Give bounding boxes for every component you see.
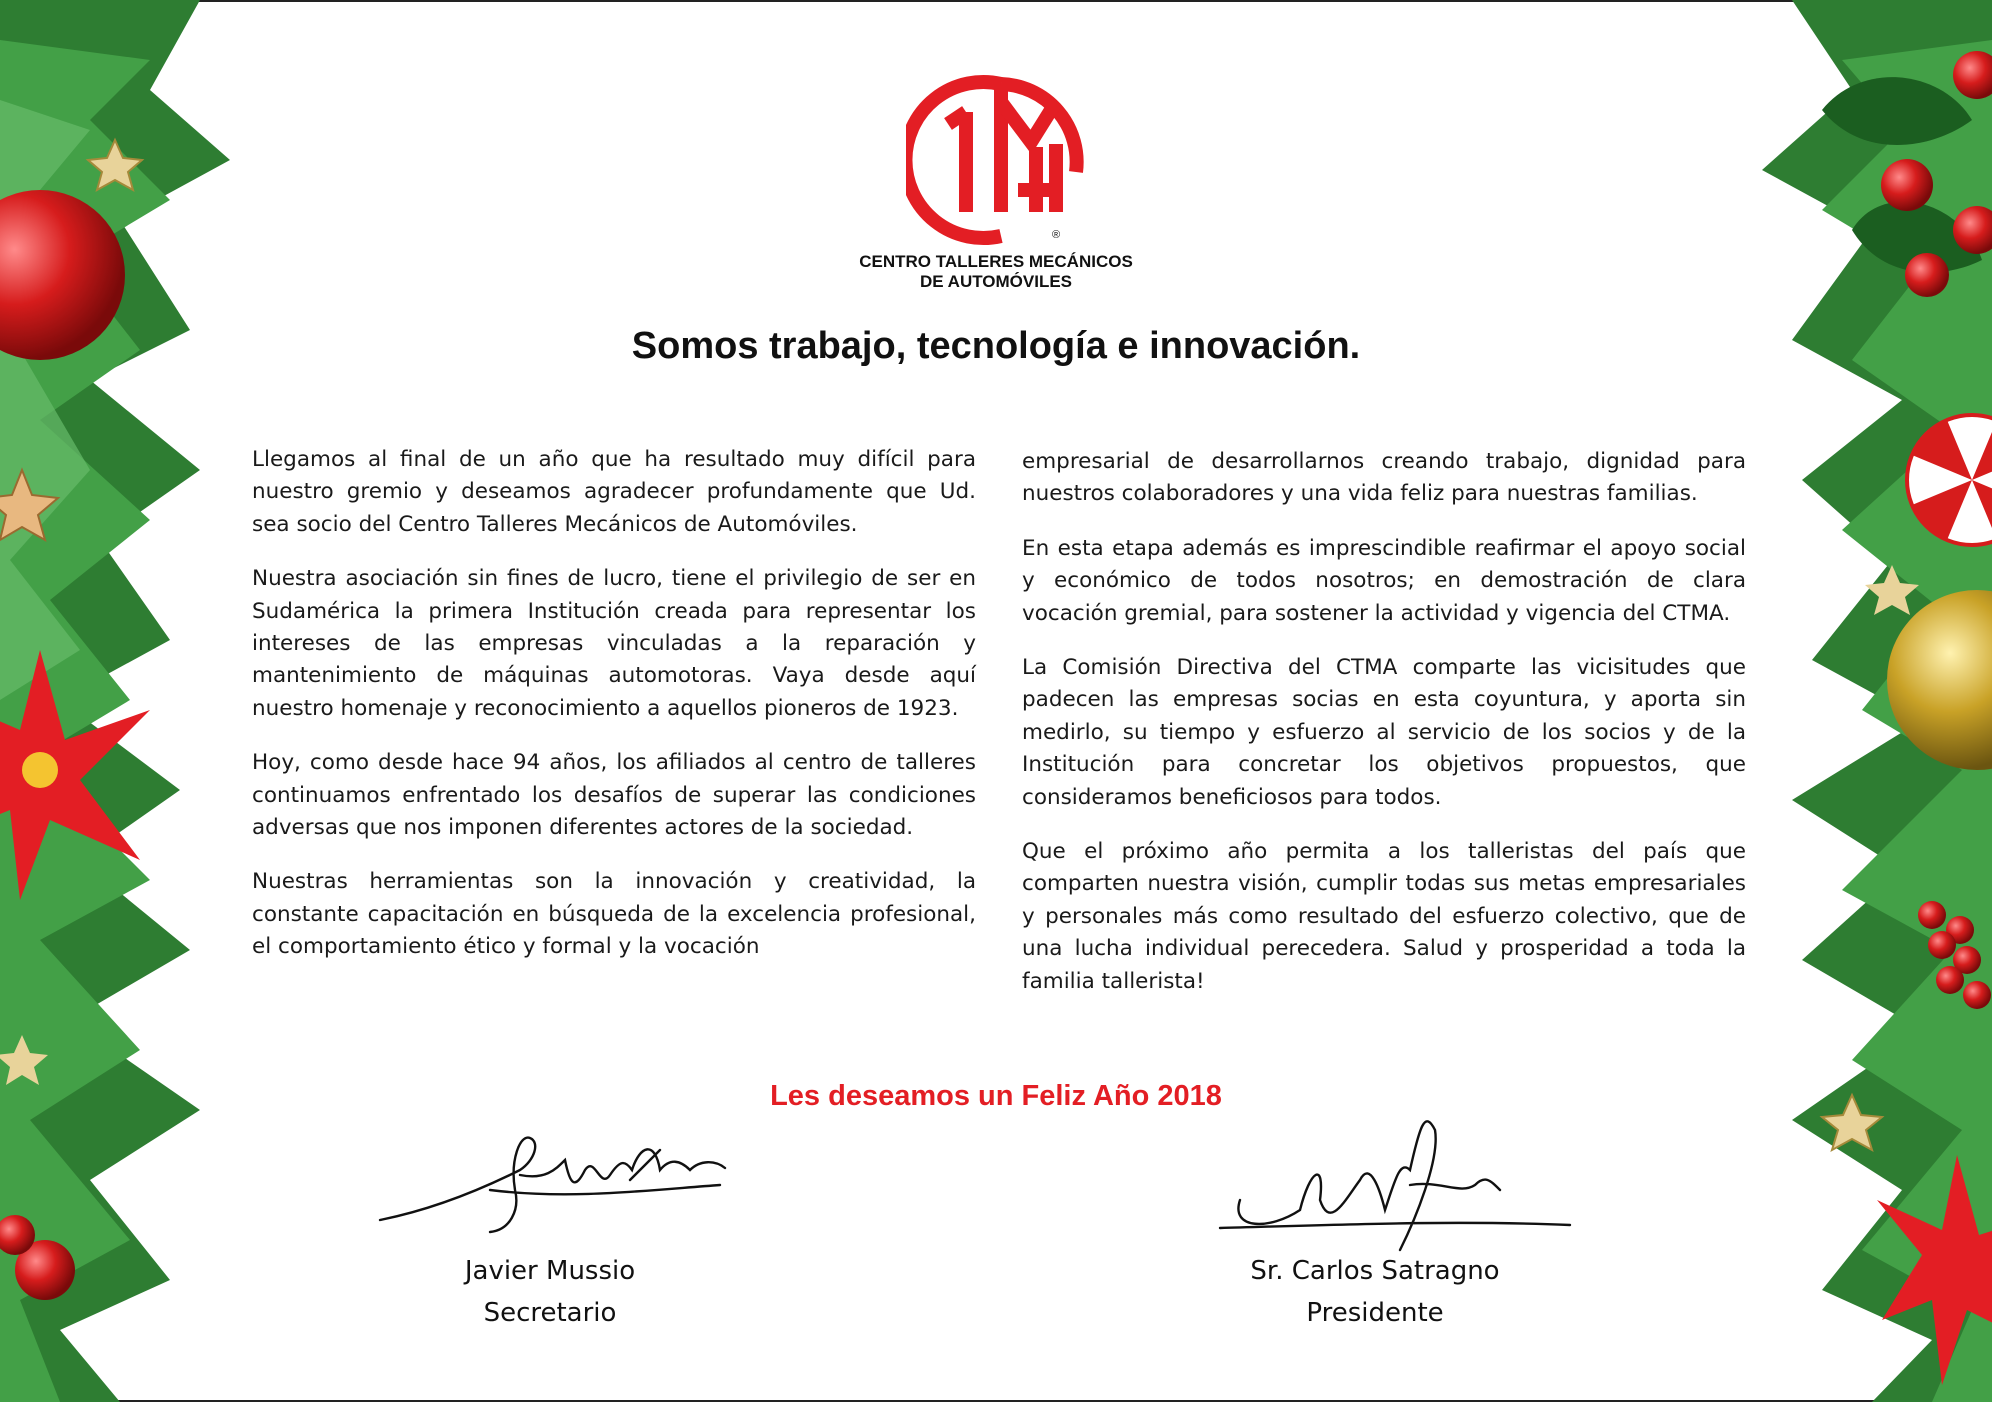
paragraph: Hoy, como desde hace 94 años, los afiliados al centro de talleres continuamos enfrentado los desafíos de superar las condiciones adversas que nos imponen diferentes actores de la sociedad. xyxy=(252,750,976,841)
letter-column-right xyxy=(1022,446,1746,1020)
signer-role: Secretario xyxy=(483,1298,617,1328)
paragraph: Nuestras herramientas son la innovación y creatividad, la constante capacitación en búsqueda de la excelencia profesional, el comportamiento ético y formal y la vocación xyxy=(252,869,976,960)
paragraph: empresarial de desarrollarnos creando trabajo, dignidad para nuestros colaboradores y una vida feliz para nuestras familias. xyxy=(1022,449,1746,507)
signature-president xyxy=(1225,1250,1525,1334)
signer-name: Sr. Carlos Satragno xyxy=(1250,1256,1500,1286)
registered-mark: ® xyxy=(1052,229,1061,241)
paragraph: Que el próximo año permita a los talleristas del país que comparten nuestra visión, cumplir todas sus metas empresariales y personales más como resultado del esfuerzo colectivo, que de una lucha individual perecedera. Salud y prosperidad a toda la familia tallerista! xyxy=(1022,839,1746,994)
signature-secretary xyxy=(420,1250,680,1334)
new-year-greeting: Les deseamos un Feliz Año 2018 xyxy=(770,1080,1222,1112)
organization-name-line2: DE AUTOMÓVILES xyxy=(919,272,1073,291)
signature-icon xyxy=(370,1130,750,1240)
paragraph: En esta etapa además es imprescindible reafirmar el apoyo social y económico de todos nosotros; en demostración de clara vocación gremial, para sostener la actividad y vigencia del CTMA. xyxy=(1022,535,1746,626)
organization-name xyxy=(0,252,1992,292)
paragraph: Nuestra asociación sin fines de lucro, tiene el privilegio de ser en Sudamérica la primera Institución creada para representar los intereses de las empresas vinculadas a la reparación y mantenimiento de máquinas automotoras. Vaya desde aquí nuestro homenaje y reconocimiento a aquellos pioneros de 1923. xyxy=(252,566,976,721)
signer-name: Javier Mussio xyxy=(464,1256,636,1286)
paragraph: Llegamos al final de un año que ha resultado muy difícil para nuestro gremio y deseamos agradecer profundamente que Ud. sea socio del Centro Talleres Mecánicos de Automóviles. xyxy=(252,447,976,537)
organization-logo xyxy=(0,72,1992,292)
signer-role: Presidente xyxy=(1306,1298,1444,1328)
ctma-logo-icon xyxy=(906,72,1086,248)
organization-name-line1: CENTRO TALLERES MECÁNICOS xyxy=(859,252,1133,271)
paragraph: La Comisión Directiva del CTMA comparte las vicisitudes que padecen las empresas socias en esta coyuntura, y aporta sin medirlo, su tiempo y esfuerzo al servicio de los socios y de la Institución para concretar los objetivos propuestos, que consideramos beneficiosos para todos. xyxy=(1022,655,1746,810)
letter-column-left xyxy=(252,444,976,986)
signature-icon xyxy=(1210,1100,1580,1260)
headline: Somos trabajo, tecnología e innovación. xyxy=(631,325,1361,367)
